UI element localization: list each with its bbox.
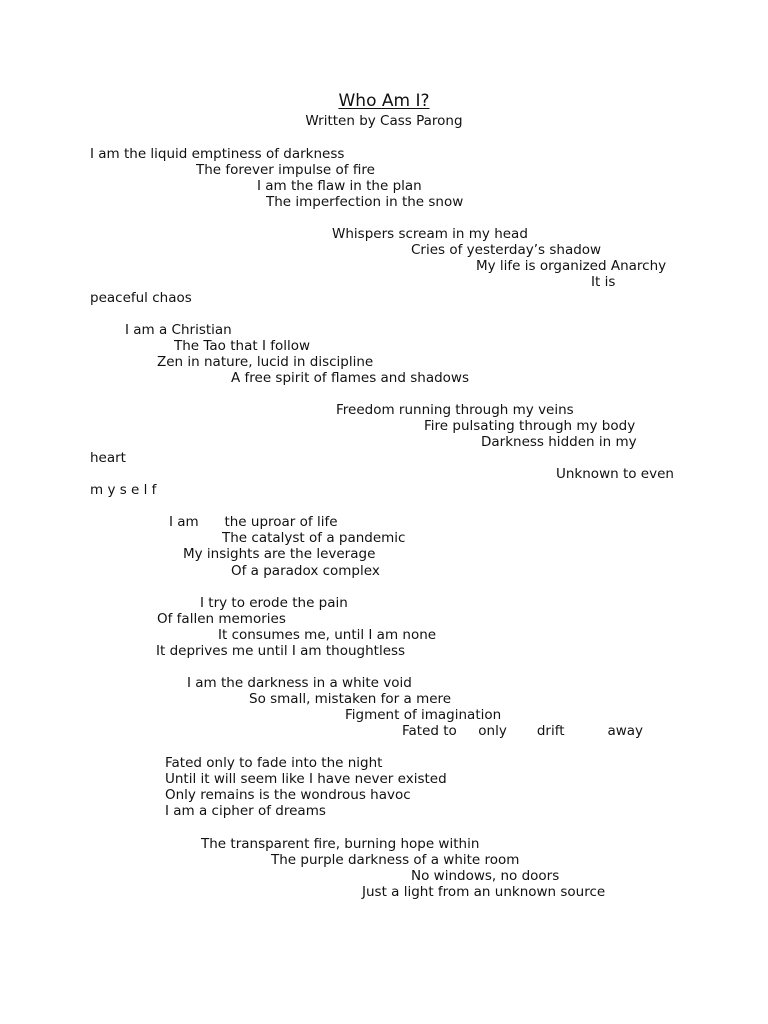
poem-line: m y s e l f bbox=[90, 482, 157, 498]
poem-line: It consumes me, until I am none bbox=[218, 627, 437, 643]
poem-line: Cries of yesterday’s shadow bbox=[411, 242, 602, 258]
poem-line: A free spirit of flames and shadows bbox=[231, 370, 469, 386]
poem-line: Fated to only drift away bbox=[402, 723, 644, 739]
poem-title: Who Am I? bbox=[338, 91, 430, 111]
poem-line: The Tao that I follow bbox=[174, 338, 311, 354]
poem-line: peaceful chaos bbox=[90, 290, 192, 306]
poem-line: I am the darkness in a white void bbox=[187, 675, 412, 691]
poem-line: Figment of imagination bbox=[345, 707, 502, 723]
poem-line: My life is organized Anarchy bbox=[476, 258, 667, 274]
poem-line: The purple darkness of a white room bbox=[271, 852, 520, 868]
poem-author: Written by Cass Parong bbox=[305, 113, 463, 129]
poem-line: So small, mistaken for a mere bbox=[249, 691, 452, 707]
poem-line: Of a paradox complex bbox=[231, 563, 380, 579]
poem-line: Of fallen memories bbox=[157, 611, 286, 627]
poem-line: Unknown to even bbox=[556, 466, 674, 482]
poem-line: I am the flaw in the plan bbox=[257, 178, 422, 194]
poem-line: No windows, no doors bbox=[411, 868, 560, 884]
poem-line: Whispers scream in my head bbox=[332, 226, 528, 242]
poem-line: I am the liquid emptiness of darkness bbox=[90, 146, 345, 162]
poem-line: heart bbox=[90, 450, 126, 466]
poem-line: Only remains is the wondrous havoc bbox=[165, 787, 411, 803]
poem-line: Fire pulsating through my body bbox=[424, 418, 636, 434]
poem-line: The transparent fire, burning hope within bbox=[201, 836, 480, 852]
poem-line: I am a cipher of dreams bbox=[165, 803, 326, 819]
poem-line: It deprives me until I am thoughtless bbox=[156, 643, 406, 659]
poem-line: It is bbox=[591, 274, 616, 290]
poem-line: Zen in nature, lucid in discipline bbox=[157, 354, 374, 370]
poem-line: Just a light from an unknown source bbox=[362, 884, 606, 900]
poem-line: Freedom running through my veins bbox=[336, 402, 574, 418]
poem-line: The forever impulse of fire bbox=[196, 162, 375, 178]
poem-line: I try to erode the pain bbox=[200, 595, 348, 611]
poem-line: I am a Christian bbox=[125, 322, 232, 338]
poem-line: The imperfection in the snow bbox=[266, 194, 464, 210]
poem-line: My insights are the leverage bbox=[183, 546, 376, 562]
poem-line: The catalyst of a pandemic bbox=[222, 530, 406, 546]
poem-line: I am the uproar of life bbox=[169, 514, 338, 530]
poem-line: Fated only to fade into the night bbox=[165, 755, 383, 771]
poem-line: Until it will seem like I have never existed bbox=[165, 771, 447, 787]
poem-line: Darkness hidden in my bbox=[481, 434, 637, 450]
